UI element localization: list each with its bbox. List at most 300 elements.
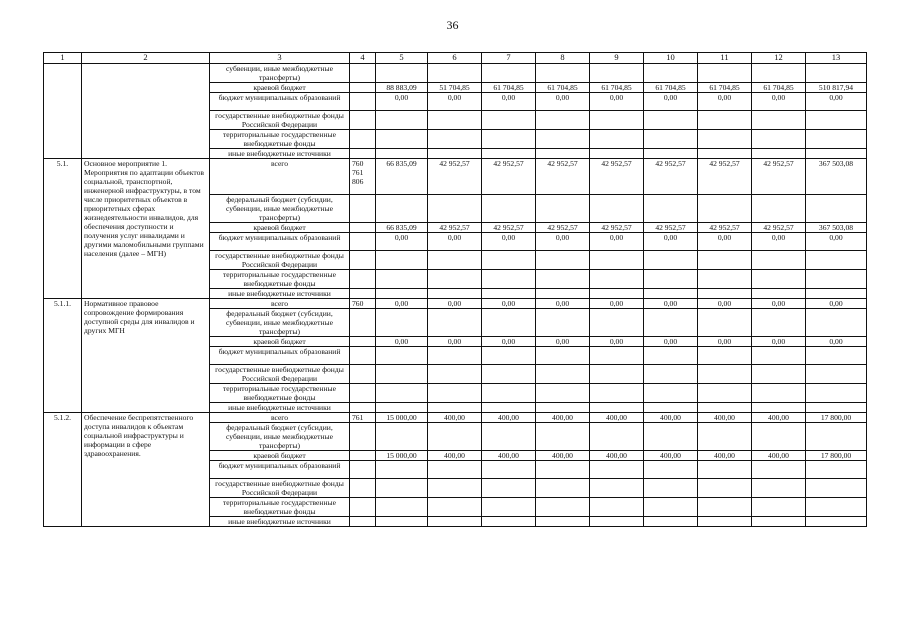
amount-cell (806, 384, 867, 403)
amount-cell (482, 461, 536, 479)
page-number: 36 (446, 18, 459, 32)
budget-code (350, 451, 376, 461)
amount-cell (698, 251, 752, 270)
amount-cell (752, 365, 806, 384)
amount-cell (698, 384, 752, 403)
amount-cell (428, 517, 482, 527)
amount-cell: 42 952,57 (482, 159, 536, 195)
funding-source: бюджет муниципальных образований (210, 461, 350, 479)
column-header: 4 (350, 53, 376, 64)
amount-cell (752, 64, 806, 83)
amount-cell (644, 498, 698, 517)
amount-cell: 0,00 (698, 93, 752, 111)
amount-cell (428, 289, 482, 299)
amount-cell (644, 423, 698, 451)
amount-cell (806, 195, 867, 223)
amount-cell (698, 365, 752, 384)
amount-cell: 0,00 (590, 299, 644, 309)
amount-cell (752, 309, 806, 337)
amount-cell (806, 347, 867, 365)
funding-source: всего (210, 413, 350, 423)
section-name (82, 64, 210, 159)
amount-cell (376, 461, 428, 479)
amount-cell: 42 952,57 (482, 223, 536, 233)
amount-cell: 0,00 (482, 299, 536, 309)
budget-code (350, 130, 376, 149)
funding-source: краевой бюджет (210, 451, 350, 461)
amount-cell (536, 498, 590, 517)
section-name: Нормативное правовое сопровождение формирования доступной среды для инвалидов и других МГН (82, 299, 210, 413)
amount-cell: 42 952,57 (644, 223, 698, 233)
amount-cell (376, 149, 428, 159)
amount-cell: 0,00 (644, 93, 698, 111)
amount-cell (536, 517, 590, 527)
funding-source: бюджет муниципальных образований (210, 93, 350, 111)
budget-code (350, 347, 376, 365)
amount-cell: 0,00 (482, 337, 536, 347)
amount-cell (590, 309, 644, 337)
amount-cell (752, 251, 806, 270)
amount-cell (536, 423, 590, 451)
amount-cell: 400,00 (428, 413, 482, 423)
amount-cell (482, 251, 536, 270)
amount-cell (644, 347, 698, 365)
header-row (44, 53, 867, 64)
section-index: 5.1.1. (44, 299, 82, 413)
amount-cell: 15 000,00 (376, 413, 428, 423)
table-row (44, 159, 867, 195)
amount-cell (536, 403, 590, 413)
amount-cell: 17 800,00 (806, 413, 867, 423)
amount-cell: 400,00 (428, 451, 482, 461)
amount-cell (698, 423, 752, 451)
funding-source: иные внебюджетные источники (210, 149, 350, 159)
amount-cell: 0,00 (698, 299, 752, 309)
amount-cell (644, 270, 698, 289)
amount-cell (698, 111, 752, 130)
amount-cell (806, 365, 867, 384)
section-index: 5.1.2. (44, 413, 82, 527)
amount-cell (376, 347, 428, 365)
amount-cell (698, 347, 752, 365)
amount-cell (428, 365, 482, 384)
amount-cell: 0,00 (590, 337, 644, 347)
amount-cell (590, 479, 644, 498)
amount-cell (376, 403, 428, 413)
amount-cell: 0,00 (482, 233, 536, 251)
amount-cell (590, 347, 644, 365)
amount-cell (428, 130, 482, 149)
amount-cell (590, 130, 644, 149)
amount-cell (644, 479, 698, 498)
budget-code (350, 93, 376, 111)
amount-cell: 0,00 (376, 93, 428, 111)
amount-cell (590, 517, 644, 527)
budget-code (350, 498, 376, 517)
funding-source: территориальные государственные внебюджетные фонды (210, 384, 350, 403)
amount-cell (644, 195, 698, 223)
budget-code (350, 289, 376, 299)
amount-cell: 510 817,94 (806, 83, 867, 93)
amount-cell (644, 461, 698, 479)
funding-source: краевой бюджет (210, 337, 350, 347)
funding-source: государственные внебюджетные фонды Российской Федерации (210, 479, 350, 498)
budget-code: 760 761 806 (350, 159, 376, 195)
amount-cell (806, 149, 867, 159)
amount-cell (590, 289, 644, 299)
amount-cell (806, 130, 867, 149)
amount-cell: 42 952,57 (536, 159, 590, 195)
amount-cell (698, 517, 752, 527)
amount-cell (482, 347, 536, 365)
amount-cell: 400,00 (590, 451, 644, 461)
amount-cell (536, 289, 590, 299)
amount-cell: 400,00 (644, 413, 698, 423)
amount-cell: 0,00 (806, 337, 867, 347)
amount-cell: 42 952,57 (698, 159, 752, 195)
amount-cell: 15 000,00 (376, 451, 428, 461)
budget-code (350, 223, 376, 233)
amount-cell (536, 479, 590, 498)
amount-cell (536, 461, 590, 479)
amount-cell (536, 347, 590, 365)
amount-cell (644, 111, 698, 130)
amount-cell (752, 149, 806, 159)
amount-cell: 61 704,85 (590, 83, 644, 93)
amount-cell (644, 251, 698, 270)
table-body (44, 53, 867, 527)
amount-cell (698, 309, 752, 337)
amount-cell (376, 270, 428, 289)
funding-source: государственные внебюджетные фонды Российской Федерации (210, 111, 350, 130)
amount-cell: 0,00 (428, 299, 482, 309)
amount-cell (428, 270, 482, 289)
amount-cell (482, 64, 536, 83)
amount-cell (698, 498, 752, 517)
amount-cell: 42 952,57 (536, 223, 590, 233)
funding-source: территориальные государственные внебюджетные фонды (210, 498, 350, 517)
amount-cell: 61 704,85 (482, 83, 536, 93)
amount-cell: 61 704,85 (752, 83, 806, 93)
funding-source: федеральный бюджет (субсидии, субвенции, иные межбюджетные трансферты) (210, 423, 350, 451)
budget-code (350, 517, 376, 527)
amount-cell (536, 64, 590, 83)
column-header: 9 (590, 53, 644, 64)
amount-cell: 42 952,57 (590, 223, 644, 233)
amount-cell (752, 403, 806, 413)
column-header: 12 (752, 53, 806, 64)
amount-cell: 367 503,08 (806, 223, 867, 233)
funding-source: территориальные государственные внебюджетные фонды (210, 130, 350, 149)
amount-cell: 0,00 (806, 233, 867, 251)
section-index (44, 64, 82, 159)
amount-cell: 400,00 (752, 451, 806, 461)
amount-cell (752, 461, 806, 479)
amount-cell (428, 461, 482, 479)
funding-source: краевой бюджет (210, 83, 350, 93)
column-header: 6 (428, 53, 482, 64)
amount-cell: 61 704,85 (698, 83, 752, 93)
amount-cell (590, 403, 644, 413)
amount-cell (806, 461, 867, 479)
amount-cell (698, 403, 752, 413)
amount-cell (698, 149, 752, 159)
amount-cell (482, 365, 536, 384)
amount-cell: 0,00 (536, 299, 590, 309)
amount-cell: 42 952,57 (590, 159, 644, 195)
section-name: Обеспечение беспрепятственного доступа инвалидов к объектам социальной инфраструктуры и информации в сфере здравоохранения. (82, 413, 210, 527)
amount-cell: 0,00 (536, 233, 590, 251)
amount-cell (376, 423, 428, 451)
funding-source: федеральный бюджет (субсидии, субвенции, иные межбюджетные трансферты) (210, 309, 350, 337)
column-header: 1 (44, 53, 82, 64)
amount-cell (590, 149, 644, 159)
table-row (44, 413, 867, 423)
funding-source: бюджет муниципальных образований (210, 233, 350, 251)
budget-code (350, 479, 376, 498)
amount-cell (428, 195, 482, 223)
amount-cell (752, 423, 806, 451)
amount-cell (536, 130, 590, 149)
budget-code (350, 461, 376, 479)
budget-table (43, 52, 867, 527)
amount-cell: 0,00 (590, 93, 644, 111)
amount-cell (376, 365, 428, 384)
amount-cell (482, 479, 536, 498)
budget-code (350, 384, 376, 403)
amount-cell (806, 309, 867, 337)
amount-cell (752, 479, 806, 498)
amount-cell: 0,00 (752, 93, 806, 111)
amount-cell (590, 498, 644, 517)
amount-cell (428, 498, 482, 517)
budget-code (350, 309, 376, 337)
amount-cell: 400,00 (482, 451, 536, 461)
amount-cell: 0,00 (806, 93, 867, 111)
amount-cell: 42 952,57 (428, 223, 482, 233)
amount-cell (752, 517, 806, 527)
amount-cell (806, 289, 867, 299)
amount-cell: 88 883,09 (376, 83, 428, 93)
budget-code (350, 64, 376, 83)
budget-code: 760 (350, 299, 376, 309)
funding-source: краевой бюджет (210, 223, 350, 233)
column-header: 13 (806, 53, 867, 64)
amount-cell (376, 251, 428, 270)
amount-cell: 0,00 (428, 233, 482, 251)
amount-cell: 42 952,57 (752, 159, 806, 195)
amount-cell (428, 111, 482, 130)
amount-cell: 400,00 (482, 413, 536, 423)
amount-cell (376, 289, 428, 299)
amount-cell: 66 835,09 (376, 223, 428, 233)
amount-cell (376, 64, 428, 83)
amount-cell (590, 423, 644, 451)
budget-code (350, 365, 376, 384)
amount-cell (806, 251, 867, 270)
amount-cell (376, 517, 428, 527)
amount-cell: 0,00 (644, 233, 698, 251)
amount-cell (644, 365, 698, 384)
amount-cell (806, 64, 867, 83)
budget-code (350, 233, 376, 251)
amount-cell (376, 111, 428, 130)
budget-code (350, 149, 376, 159)
amount-cell (644, 384, 698, 403)
amount-cell (428, 384, 482, 403)
amount-cell (536, 195, 590, 223)
budget-code (350, 270, 376, 289)
amount-cell (482, 195, 536, 223)
funding-source: бюджет муниципальных образований (210, 347, 350, 365)
amount-cell (428, 309, 482, 337)
amount-cell: 0,00 (698, 337, 752, 347)
funding-source: иные внебюджетные источники (210, 403, 350, 413)
column-header: 11 (698, 53, 752, 64)
amount-cell: 17 800,00 (806, 451, 867, 461)
amount-cell (698, 195, 752, 223)
amount-cell: 400,00 (536, 413, 590, 423)
amount-cell: 367 503,08 (806, 159, 867, 195)
amount-cell: 0,00 (644, 337, 698, 347)
amount-cell: 0,00 (806, 299, 867, 309)
amount-cell: 400,00 (752, 413, 806, 423)
section-name: Основное мероприятие 1. Мероприятия по адаптации объектов социальной, транспортной, инженерной инфраструктуры, в том числе приоритетных объектов в приоритетных сферах жизнедеятельности инвалидов, для обеспечения доступности и получения услуг инвалидами и другими маломобильными группами населения (далее – МГН) (82, 159, 210, 299)
amount-cell (590, 64, 644, 83)
budget-code (350, 111, 376, 130)
amount-cell: 0,00 (376, 233, 428, 251)
amount-cell: 400,00 (698, 413, 752, 423)
amount-cell (482, 309, 536, 337)
amount-cell: 61 704,85 (644, 83, 698, 93)
amount-cell (590, 251, 644, 270)
amount-cell (590, 384, 644, 403)
amount-cell (482, 111, 536, 130)
amount-cell (428, 423, 482, 451)
amount-cell (752, 130, 806, 149)
budget-code (350, 251, 376, 270)
amount-cell (376, 479, 428, 498)
amount-cell (428, 347, 482, 365)
amount-cell: 0,00 (376, 299, 428, 309)
amount-cell (644, 64, 698, 83)
column-header: 8 (536, 53, 590, 64)
amount-cell: 0,00 (428, 93, 482, 111)
amount-cell (536, 270, 590, 289)
amount-cell: 400,00 (590, 413, 644, 423)
section-index: 5.1. (44, 159, 82, 299)
budget-code (350, 337, 376, 347)
amount-cell (590, 195, 644, 223)
amount-cell (428, 403, 482, 413)
amount-cell (806, 479, 867, 498)
amount-cell (482, 423, 536, 451)
amount-cell: 0,00 (428, 337, 482, 347)
amount-cell (644, 130, 698, 149)
amount-cell: 0,00 (482, 93, 536, 111)
amount-cell: 400,00 (644, 451, 698, 461)
amount-cell: 66 835,09 (376, 159, 428, 195)
amount-cell (536, 111, 590, 130)
amount-cell: 400,00 (698, 451, 752, 461)
amount-cell: 42 952,57 (428, 159, 482, 195)
amount-cell: 0,00 (590, 233, 644, 251)
amount-cell (482, 403, 536, 413)
amount-cell: 51 704,85 (428, 83, 482, 93)
amount-cell (482, 289, 536, 299)
amount-cell: 0,00 (752, 233, 806, 251)
budget-code (350, 403, 376, 413)
amount-cell (806, 517, 867, 527)
amount-cell (806, 423, 867, 451)
column-header: 7 (482, 53, 536, 64)
column-header: 5 (376, 53, 428, 64)
funding-source: федеральный бюджет (субсидии, субвенции, иные межбюджетные трансферты) (210, 195, 350, 223)
funding-source: иные внебюджетные источники (210, 289, 350, 299)
amount-cell (698, 289, 752, 299)
amount-cell (806, 111, 867, 130)
amount-cell: 400,00 (536, 451, 590, 461)
amount-cell (536, 309, 590, 337)
amount-cell: 42 952,57 (698, 223, 752, 233)
column-header: 2 (82, 53, 210, 64)
amount-cell (752, 347, 806, 365)
amount-cell: 0,00 (644, 299, 698, 309)
amount-cell: 0,00 (536, 93, 590, 111)
funding-source: государственные внебюджетные фонды Российской Федерации (210, 251, 350, 270)
amount-cell: 0,00 (376, 337, 428, 347)
amount-cell (590, 270, 644, 289)
amount-cell: 0,00 (752, 337, 806, 347)
amount-cell: 42 952,57 (644, 159, 698, 195)
table-row (44, 299, 867, 309)
funding-source: территориальные государственные внебюджетные фонды (210, 270, 350, 289)
amount-cell: 0,00 (752, 299, 806, 309)
amount-cell (644, 149, 698, 159)
amount-cell (752, 111, 806, 130)
funding-source: иные внебюджетные источники (210, 517, 350, 527)
amount-cell: 0,00 (536, 337, 590, 347)
funding-source: всего (210, 159, 350, 195)
amount-cell (428, 251, 482, 270)
amount-cell (536, 251, 590, 270)
amount-cell (376, 195, 428, 223)
amount-cell (428, 479, 482, 498)
amount-cell: 61 704,85 (536, 83, 590, 93)
amount-cell (644, 289, 698, 299)
amount-cell (376, 309, 428, 337)
amount-cell (536, 149, 590, 159)
amount-cell (376, 130, 428, 149)
amount-cell (752, 384, 806, 403)
amount-cell (644, 309, 698, 337)
amount-cell (482, 498, 536, 517)
amount-cell (482, 384, 536, 403)
amount-cell (428, 64, 482, 83)
amount-cell (428, 149, 482, 159)
amount-cell (752, 195, 806, 223)
table-row (44, 64, 867, 83)
budget-code (350, 423, 376, 451)
amount-cell (752, 498, 806, 517)
amount-cell (482, 270, 536, 289)
amount-cell: 0,00 (698, 233, 752, 251)
funding-source: субвенции, иные межбюджетные трансферты) (210, 64, 350, 83)
amount-cell (752, 289, 806, 299)
amount-cell (698, 270, 752, 289)
amount-cell (752, 270, 806, 289)
amount-cell (482, 149, 536, 159)
